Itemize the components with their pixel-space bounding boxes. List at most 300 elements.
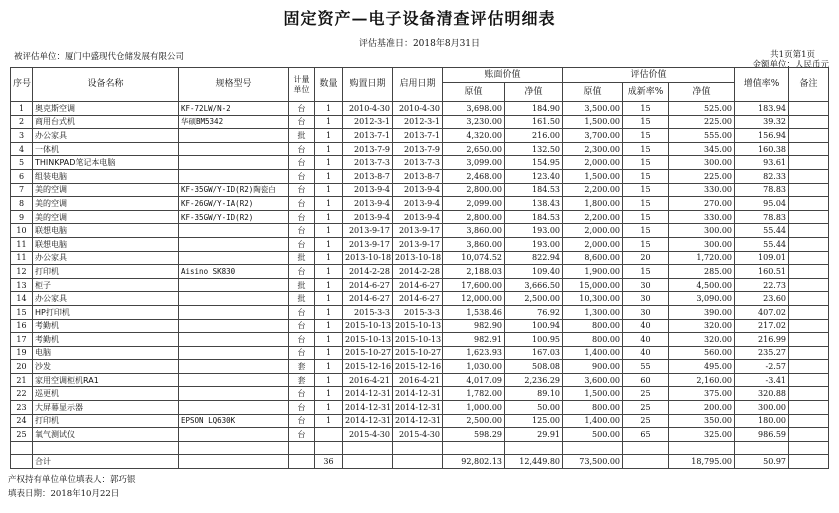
- cell-eval-original: 2,200.00: [563, 183, 623, 197]
- header-book-value: 账面价值: [443, 68, 563, 83]
- table-row: [11, 224, 829, 238]
- cell-book-original: 1,782.00: [443, 387, 505, 401]
- cell-remark: [789, 142, 829, 156]
- cell-seq: 1: [11, 102, 33, 116]
- cell-seq: 2: [11, 115, 33, 129]
- cell-eval-original: 2,000.00: [563, 156, 623, 170]
- cell-remark: [789, 210, 829, 224]
- cell-book-original: 2,650.00: [443, 142, 505, 156]
- cell-qty: 1: [315, 102, 343, 116]
- evaluated-unit: 被评估单位：厦门中盛现代仓储发展有限公司: [14, 52, 185, 62]
- cell-purchase-date: 2014-2-28: [343, 265, 393, 279]
- cell-eval-net: 375.00: [669, 387, 735, 401]
- cell-book-net: 89.10: [505, 387, 563, 401]
- table-row: [11, 142, 829, 156]
- cell-eval-net: 270.00: [669, 197, 735, 211]
- header-model: 规格型号: [179, 68, 289, 102]
- cell-model: [179, 224, 289, 238]
- cell-qty: 1: [315, 129, 343, 143]
- cell-remark: [789, 292, 829, 306]
- cell-seq: 20: [11, 360, 33, 374]
- table-row: [11, 156, 829, 170]
- table-row: [11, 387, 829, 401]
- cell-seq: 17: [11, 333, 33, 347]
- cell-purchase-date: 2013-9-4: [343, 210, 393, 224]
- page-title: 固定资产—电子设备清查评估明细表: [283, 9, 556, 28]
- cell-model: [179, 428, 289, 442]
- cell-newness: 55: [623, 360, 669, 374]
- cell-name: 大屏幕显示器: [33, 401, 179, 415]
- cell-purchase-date: 2013-8-7: [343, 169, 393, 183]
- cell-change: 55.44: [735, 237, 789, 251]
- cell-name: 柜子: [33, 278, 179, 292]
- cell-use-date: 2015-12-16: [393, 360, 443, 374]
- cell-purchase-date: 2013-9-4: [343, 183, 393, 197]
- cell-change: 183.94: [735, 102, 789, 116]
- cell-use-date: 2013-7-3: [393, 156, 443, 170]
- cell-seq: 22: [11, 387, 33, 401]
- cell-purchase-date: 2013-7-3: [343, 156, 393, 170]
- cell-use-date: 2014-2-28: [393, 265, 443, 279]
- cell-eval-net: 320.00: [669, 333, 735, 347]
- cell-model: EPSON LQ630K: [179, 414, 289, 428]
- cell-eval-original: 800.00: [563, 319, 623, 333]
- cell-purchase-date: 2015-10-27: [343, 346, 393, 360]
- total-book-original: 92,802.13: [443, 455, 505, 469]
- cell-qty: 1: [315, 373, 343, 387]
- cell-eval-net: 345.00: [669, 142, 735, 156]
- cell-newness: 15: [623, 237, 669, 251]
- cell-book-original: 2,099.00: [443, 197, 505, 211]
- cell-qty: 1: [315, 197, 343, 211]
- cell-model: [179, 373, 289, 387]
- cell-eval-original: 2,200.00: [563, 210, 623, 224]
- cell-use-date: 2013-9-4: [393, 197, 443, 211]
- header-use-date: 启用日期: [393, 68, 443, 102]
- cell-model: [179, 278, 289, 292]
- cell-qty: 1: [315, 115, 343, 129]
- table-row: [11, 129, 829, 143]
- cell-change: 986.59: [735, 428, 789, 442]
- cell-qty: 1: [315, 414, 343, 428]
- cell-change: 23.60: [735, 292, 789, 306]
- header-book-net: 净值: [505, 83, 563, 102]
- cell-eval-original: 1,500.00: [563, 169, 623, 183]
- cell-name: 商用台式机: [33, 115, 179, 129]
- cell-book-net: 184.90: [505, 102, 563, 116]
- cell-remark: [789, 401, 829, 415]
- cell-model: [179, 401, 289, 415]
- cell-remark: [789, 115, 829, 129]
- cell-remark: [789, 278, 829, 292]
- cell-unit: 批: [289, 251, 315, 265]
- cell-seq: 8: [11, 197, 33, 211]
- cell-qty: 1: [315, 278, 343, 292]
- cell-purchase-date: 2015-10-13: [343, 333, 393, 347]
- cell-use-date: 2013-7-9: [393, 142, 443, 156]
- cell-eval-net: 4,500.00: [669, 278, 735, 292]
- cell-newness: 25: [623, 401, 669, 415]
- cell-newness: 15: [623, 102, 669, 116]
- footer-owner: 产权持有单位单位填表人：郭巧银: [8, 475, 136, 485]
- header-remark: 备注: [789, 68, 829, 102]
- cell-unit: 套: [289, 373, 315, 387]
- cell-unit: 批: [289, 278, 315, 292]
- cell-eval-net: 320.00: [669, 319, 735, 333]
- cell-eval-original: 2,300.00: [563, 142, 623, 156]
- table-row: [11, 373, 829, 387]
- cell-purchase-date: 2014-12-31: [343, 414, 393, 428]
- cell-unit: 台: [289, 115, 315, 129]
- cell-name: 考勤机: [33, 319, 179, 333]
- footer-date: 填表日期：2018年10月22日: [8, 489, 120, 499]
- total-label: 合计: [33, 455, 179, 469]
- cell-model: [179, 237, 289, 251]
- cell-book-net: 29.91: [505, 428, 563, 442]
- cell-newness: 15: [623, 210, 669, 224]
- cell-newness: 15: [623, 265, 669, 279]
- cell-purchase-date: 2013-9-17: [343, 224, 393, 238]
- cell-eval-original: 3,500.00: [563, 102, 623, 116]
- cell-unit: 台: [289, 428, 315, 442]
- cell-seq: 7: [11, 183, 33, 197]
- header-eval-value: 评估价值: [563, 68, 735, 83]
- cell-eval-original: 3,600.00: [563, 373, 623, 387]
- cell-change: 93.61: [735, 156, 789, 170]
- cell-book-original: 1,000.00: [443, 401, 505, 415]
- cell-change: 320.88: [735, 387, 789, 401]
- cell-purchase-date: 2014-12-31: [343, 387, 393, 401]
- cell-newness: 40: [623, 319, 669, 333]
- cell-newness: 15: [623, 169, 669, 183]
- cell-use-date: 2014-12-31: [393, 414, 443, 428]
- header-book-original: 原值: [443, 83, 505, 102]
- asset-table: [10, 67, 829, 469]
- cell-purchase-date: 2015-4-30: [343, 428, 393, 442]
- cell-use-date: 2010-4-30: [393, 102, 443, 116]
- cell-qty: 1: [315, 156, 343, 170]
- cell-change: 78.83: [735, 210, 789, 224]
- cell-qty: [315, 428, 343, 442]
- cell-eval-net: 525.00: [669, 102, 735, 116]
- cell-remark: [789, 333, 829, 347]
- cell-newness: 30: [623, 292, 669, 306]
- cell-use-date: 2013-7-1: [393, 129, 443, 143]
- cell-book-original: 1,030.00: [443, 360, 505, 374]
- table-row: [11, 319, 829, 333]
- cell-eval-original: 1,800.00: [563, 197, 623, 211]
- cell-model: KF-72LW/N-2: [179, 102, 289, 116]
- cell-change: -2.57: [735, 360, 789, 374]
- cell-use-date: 2013-10-18: [393, 251, 443, 265]
- cell-model: [179, 360, 289, 374]
- cell-book-net: 123.40: [505, 169, 563, 183]
- cell-purchase-date: 2014-6-27: [343, 292, 393, 306]
- cell-qty: 1: [315, 142, 343, 156]
- cell-seq: 24: [11, 414, 33, 428]
- cell-seq: 14: [11, 292, 33, 306]
- cell-remark: [789, 183, 829, 197]
- cell-newness: 20: [623, 251, 669, 265]
- cell-qty: 1: [315, 360, 343, 374]
- header-name: 设备名称: [33, 68, 179, 102]
- table-row: [11, 237, 829, 251]
- cell-book-original: 3,099.00: [443, 156, 505, 170]
- header-eval-original: 原值: [563, 83, 623, 102]
- cell-book-original: 3,698.00: [443, 102, 505, 116]
- cell-remark: [789, 156, 829, 170]
- cell-seq: 19: [11, 346, 33, 360]
- cell-qty: 1: [315, 305, 343, 319]
- cell-newness: 15: [623, 224, 669, 238]
- cell-qty: 1: [315, 169, 343, 183]
- cell-name: 办公家具: [33, 129, 179, 143]
- table-row: [11, 102, 829, 116]
- cell-book-original: 2,500.00: [443, 414, 505, 428]
- cell-name: 美的空调: [33, 183, 179, 197]
- cell-purchase-date: 2013-9-17: [343, 237, 393, 251]
- table-row: [11, 305, 829, 319]
- cell-purchase-date: 2015-10-13: [343, 319, 393, 333]
- cell-change: 235.27: [735, 346, 789, 360]
- cell-use-date: 2015-10-27: [393, 346, 443, 360]
- cell-seq: 3: [11, 129, 33, 143]
- cell-name: 美的空调: [33, 197, 179, 211]
- cell-newness: 30: [623, 305, 669, 319]
- cell-book-net: 109.40: [505, 265, 563, 279]
- cell-seq: 10: [11, 224, 33, 238]
- cell-newness: 15: [623, 115, 669, 129]
- cell-book-original: 4,017.09: [443, 373, 505, 387]
- cell-change: 160.38: [735, 142, 789, 156]
- cell-eval-original: 500.00: [563, 428, 623, 442]
- cell-purchase-date: 2015-3-3: [343, 305, 393, 319]
- cell-unit: 批: [289, 129, 315, 143]
- cell-unit: 台: [289, 102, 315, 116]
- cell-unit: 台: [289, 142, 315, 156]
- cell-book-net: 132.50: [505, 142, 563, 156]
- cell-book-original: 4,320.00: [443, 129, 505, 143]
- cell-book-original: 982.90: [443, 319, 505, 333]
- cell-seq: 16: [11, 319, 33, 333]
- cell-name: 联想电脑: [33, 224, 179, 238]
- cell-seq: 4: [11, 142, 33, 156]
- table-row: [11, 210, 829, 224]
- table-row: [11, 278, 829, 292]
- cell-eval-net: 325.00: [669, 428, 735, 442]
- cell-eval-net: 3,090.00: [669, 292, 735, 306]
- cell-eval-net: 330.00: [669, 210, 735, 224]
- cell-remark: [789, 237, 829, 251]
- cell-seq: 9: [11, 210, 33, 224]
- cell-eval-original: 1,500.00: [563, 387, 623, 401]
- cell-unit: 台: [289, 265, 315, 279]
- cell-change: 217.02: [735, 319, 789, 333]
- cell-eval-net: 495.00: [669, 360, 735, 374]
- cell-use-date: 2013-9-17: [393, 224, 443, 238]
- cell-name: 氧气测试仪: [33, 428, 179, 442]
- cell-eval-original: 2,000.00: [563, 224, 623, 238]
- cell-use-date: 2012-3-1: [393, 115, 443, 129]
- cell-book-net: 193.00: [505, 224, 563, 238]
- table-row: [11, 115, 829, 129]
- cell-change: 180.00: [735, 414, 789, 428]
- cell-newness: 15: [623, 129, 669, 143]
- table-row: [11, 333, 829, 347]
- cell-seq: 21: [11, 373, 33, 387]
- cell-eval-net: 300.00: [669, 237, 735, 251]
- cell-seq: 25: [11, 428, 33, 442]
- cell-eval-original: 800.00: [563, 333, 623, 347]
- cell-change: 95.04: [735, 197, 789, 211]
- cell-qty: 1: [315, 237, 343, 251]
- cell-book-net: 125.00: [505, 414, 563, 428]
- table-row: [11, 360, 829, 374]
- cell-model: 华硕BM5342: [179, 115, 289, 129]
- cell-name: 奥克斯空调: [33, 102, 179, 116]
- cell-change: 156.94: [735, 129, 789, 143]
- cell-book-original: 17,600.00: [443, 278, 505, 292]
- cell-model: KF-35GW/Y-ID(R2)陶瓷白: [179, 183, 289, 197]
- cell-name: 联想电脑: [33, 237, 179, 251]
- cell-newness: 15: [623, 183, 669, 197]
- cell-model: [179, 156, 289, 170]
- cell-unit: 台: [289, 183, 315, 197]
- table-row: [11, 265, 829, 279]
- cell-remark: [789, 251, 829, 265]
- cell-seq: 15: [11, 305, 33, 319]
- cell-name: HP打印机: [33, 305, 179, 319]
- table-row: [11, 183, 829, 197]
- cell-qty: 1: [315, 292, 343, 306]
- cell-remark: [789, 319, 829, 333]
- cell-book-net: 76.92: [505, 305, 563, 319]
- cell-newness: 60: [623, 373, 669, 387]
- cell-book-original: 1,538.46: [443, 305, 505, 319]
- cell-newness: 15: [623, 156, 669, 170]
- cell-seq: 12: [11, 265, 33, 279]
- cell-book-original: 10,074.52: [443, 251, 505, 265]
- asset-table-container: [10, 67, 828, 470]
- cell-remark: [789, 414, 829, 428]
- cell-eval-original: 1,400.00: [563, 346, 623, 360]
- cell-seq: 6: [11, 169, 33, 183]
- cell-model: [179, 319, 289, 333]
- table-footer: [11, 441, 829, 468]
- cell-newness: 15: [623, 142, 669, 156]
- cell-eval-original: 900.00: [563, 360, 623, 374]
- cell-model: [179, 333, 289, 347]
- cell-name: 组装电脑: [33, 169, 179, 183]
- cell-use-date: 2015-10-13: [393, 333, 443, 347]
- cell-use-date: 2013-9-17: [393, 237, 443, 251]
- cell-name: THINKPAD笔记本电脑: [33, 156, 179, 170]
- table-row: [11, 414, 829, 428]
- cell-eval-original: 1,400.00: [563, 414, 623, 428]
- cell-change: 78.83: [735, 183, 789, 197]
- cell-eval-original: 15,000.00: [563, 278, 623, 292]
- cell-unit: 台: [289, 387, 315, 401]
- cell-newness: 15: [623, 197, 669, 211]
- cell-book-net: 161.50: [505, 115, 563, 129]
- cell-newness: 25: [623, 387, 669, 401]
- cell-book-net: 193.00: [505, 237, 563, 251]
- cell-qty: 1: [315, 401, 343, 415]
- cell-name: 一体机: [33, 142, 179, 156]
- total-row: [11, 455, 829, 469]
- cell-eval-net: 330.00: [669, 183, 735, 197]
- cell-name: 美的空调: [33, 210, 179, 224]
- cell-newness: 40: [623, 346, 669, 360]
- header-qty: 数量: [315, 68, 343, 102]
- cell-eval-net: 390.00: [669, 305, 735, 319]
- cell-book-net: 184.53: [505, 183, 563, 197]
- cell-eval-net: 300.00: [669, 224, 735, 238]
- table-row: [11, 401, 829, 415]
- cell-change: -3.41: [735, 373, 789, 387]
- cell-eval-net: 225.00: [669, 169, 735, 183]
- total-qty: 36: [315, 455, 343, 469]
- cell-remark: [789, 224, 829, 238]
- cell-seq: 23: [11, 401, 33, 415]
- cell-use-date: 2013-9-4: [393, 210, 443, 224]
- cell-eval-original: 2,000.00: [563, 237, 623, 251]
- cell-name: 考勤机: [33, 333, 179, 347]
- cell-book-net: 138.43: [505, 197, 563, 211]
- cell-change: 407.02: [735, 305, 789, 319]
- cell-qty: 1: [315, 319, 343, 333]
- header-newness: 成新率%: [623, 83, 669, 102]
- cell-eval-original: 1,300.00: [563, 305, 623, 319]
- cell-use-date: 2015-10-13: [393, 319, 443, 333]
- cell-change: 82.33: [735, 169, 789, 183]
- table-row: [11, 197, 829, 211]
- cell-unit: 台: [289, 210, 315, 224]
- cell-purchase-date: 2013-10-18: [343, 251, 393, 265]
- table-row: [11, 169, 829, 183]
- cell-eval-net: 560.00: [669, 346, 735, 360]
- cell-purchase-date: 2014-12-31: [343, 401, 393, 415]
- cell-purchase-date: 2014-6-27: [343, 278, 393, 292]
- cell-unit: 台: [289, 319, 315, 333]
- total-eval-original: 73,500.00: [563, 455, 623, 469]
- table-header: [11, 68, 829, 102]
- cell-qty: 1: [315, 224, 343, 238]
- cell-model: KF-35GW/Y-ID(R2): [179, 210, 289, 224]
- cell-book-original: 2,468.00: [443, 169, 505, 183]
- cell-eval-original: 3,700.00: [563, 129, 623, 143]
- cell-name: 打印机: [33, 414, 179, 428]
- cell-qty: 1: [315, 183, 343, 197]
- header-eval-net: 净值: [669, 83, 735, 102]
- cell-model: [179, 346, 289, 360]
- cell-eval-original: 8,600.00: [563, 251, 623, 265]
- cell-book-net: 100.94: [505, 319, 563, 333]
- cell-newness: 40: [623, 333, 669, 347]
- cell-purchase-date: 2010-4-30: [343, 102, 393, 116]
- cell-unit: 台: [289, 156, 315, 170]
- cell-use-date: 2015-3-3: [393, 305, 443, 319]
- cell-eval-original: 1,900.00: [563, 265, 623, 279]
- cell-remark: [789, 265, 829, 279]
- cell-book-original: 2,188.03: [443, 265, 505, 279]
- cell-book-original: 3,860.00: [443, 224, 505, 238]
- cell-remark: [789, 197, 829, 211]
- cell-change: 55.44: [735, 224, 789, 238]
- cell-eval-net: 225.00: [669, 115, 735, 129]
- cell-newness: 65: [623, 428, 669, 442]
- cell-seq: 13: [11, 278, 33, 292]
